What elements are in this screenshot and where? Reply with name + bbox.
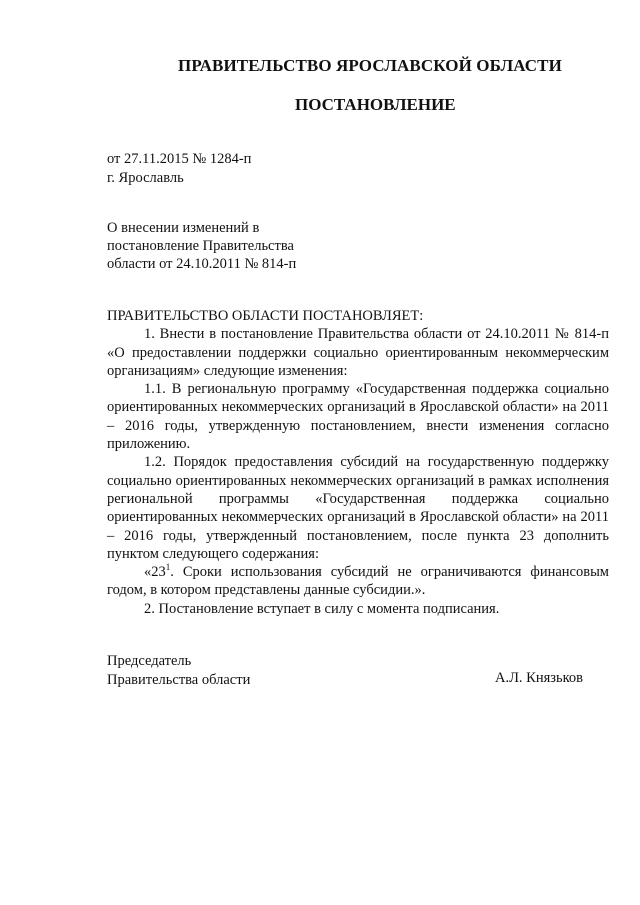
quote-rest: . Сроки использования субсидий не ограничиваются финансовым годом, в котором представлены данные субсидии.».: [107, 564, 609, 599]
position-line: Председатель: [107, 653, 192, 669]
decree-heading: ПРАВИТЕЛЬСТВО ОБЛАСТИ ПОСТАНОВЛЯЕТ:: [107, 308, 424, 324]
document-body: [107, 307, 609, 618]
position-line: Правительства области: [107, 671, 251, 688]
paragraph-1-2: 1.2. Порядок предоставления субсидий на государственную поддержку социально ориентированных некоммерческих организаций в рамках исполнения региональной программы «Государственная поддержка социально ориентированных некоммерческих организаций в Ярославской области» на 2011 – 2016 годы, утвержденный постановлением, после пункта 23 дополнить пунктом следующего содержания:: [107, 454, 609, 562]
paragraph-1: 1. Внести в постановление Правительства области от 24.10.2011 № 814-п «О предоставлении поддержки социально ориентированным некоммерческим организациям» следующие изменения:: [107, 326, 609, 379]
organization-title: ПРАВИТЕЛЬСТВО ЯРОСЛАВСКОЙ ОБЛАСТИ: [178, 56, 562, 75]
subject-line: постановление Правительства: [107, 238, 294, 254]
document-type-title: ПОСТАНОВЛЕНИЕ: [295, 95, 456, 114]
subject-line: О внесении изменений в: [107, 220, 260, 236]
subject-line: области от 24.10.2011 № 814-п: [107, 256, 297, 272]
signatory-position: [107, 652, 250, 689]
signatory-name: А.Л. Князьков: [495, 670, 584, 686]
quoted-addition: [107, 563, 609, 600]
quote-open: «23: [144, 564, 166, 581]
date-number: от 27.11.2015 № 1284-п: [107, 151, 252, 167]
paragraph-2: 2. Постановление вступает в силу с момента подписания.: [144, 600, 500, 617]
city: г. Ярославль: [107, 170, 184, 186]
document-subject: [107, 219, 296, 273]
quote-superscript: 1: [165, 562, 171, 573]
document-meta: [107, 150, 251, 188]
paragraph-1-1: 1.1. В региональную программу «Государственная поддержка социально ориентированных некоммерческих организаций в Ярославской области» на 2011 – 2016 годы, утвержденную постановлением, внести изменения согласно приложению.: [107, 381, 609, 453]
